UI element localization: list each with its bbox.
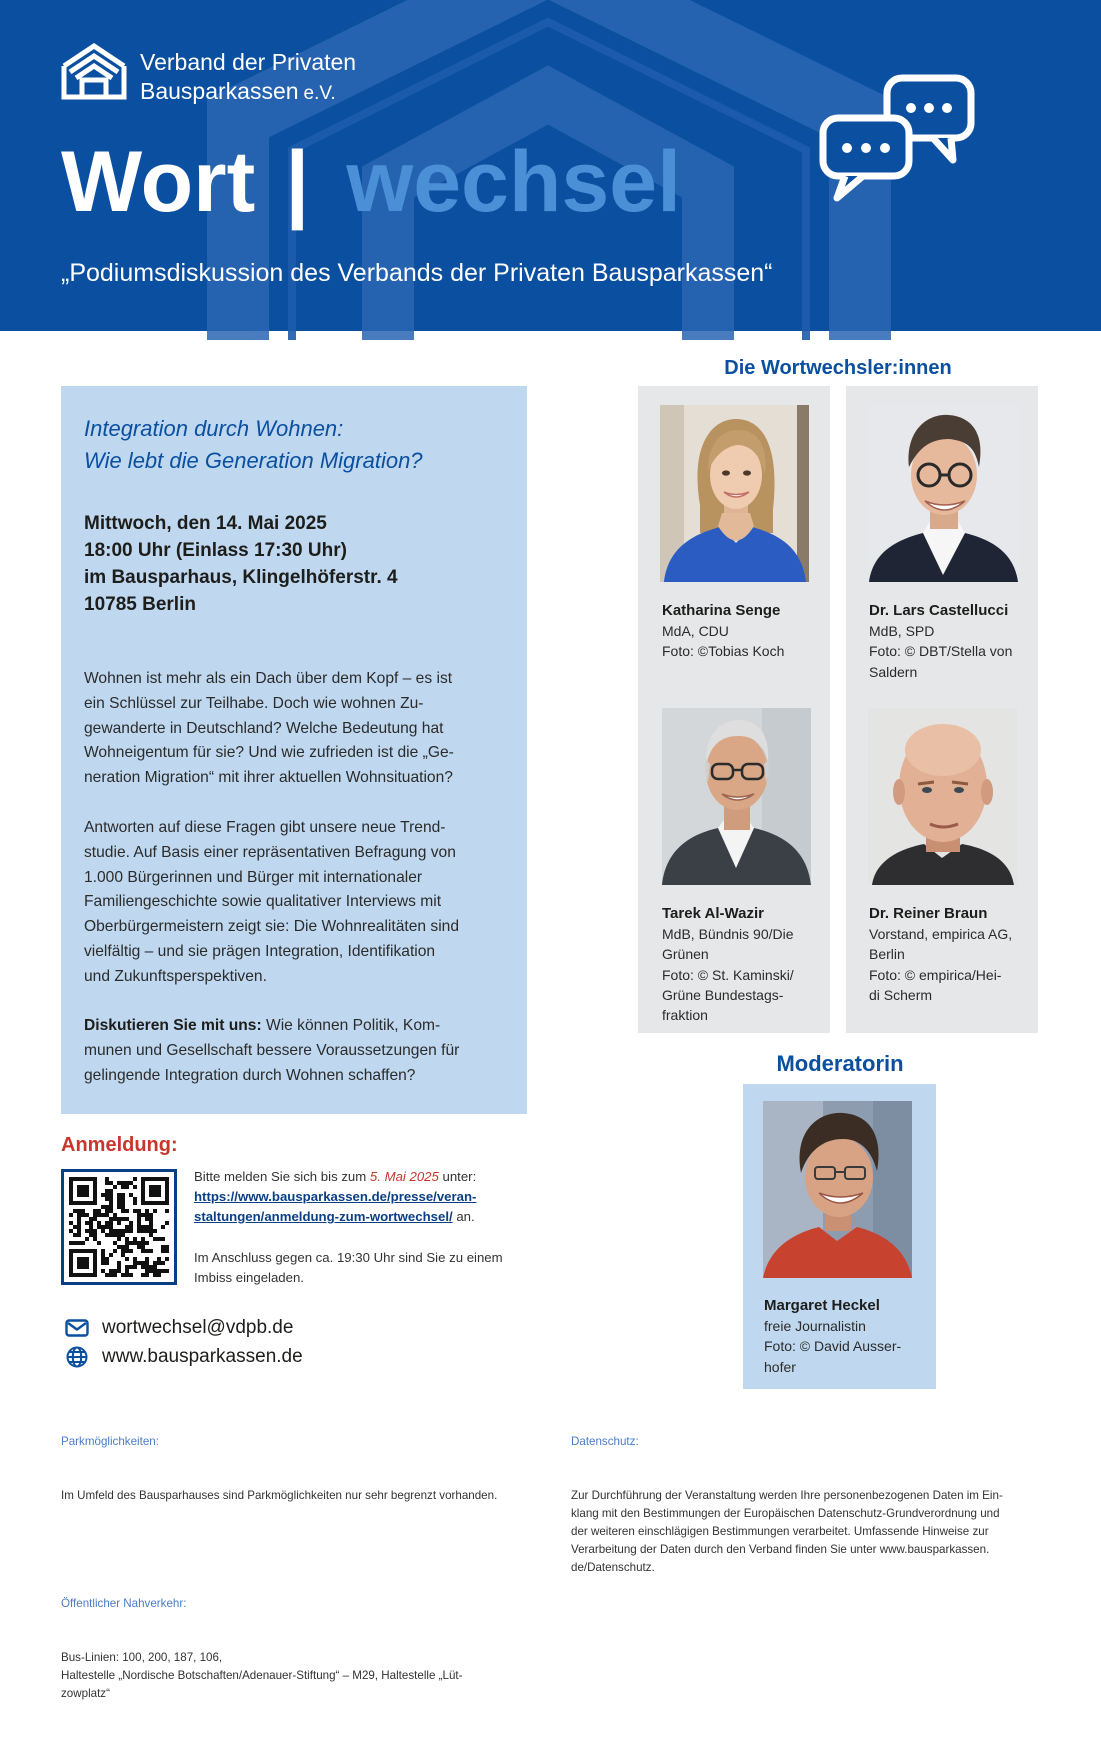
envelope-icon — [64, 1317, 90, 1339]
parking-text: Im Umfeld des Bausparhauses sind Parkmöglichkeiten nur sehr begrenzt vorhanden. — [61, 1489, 498, 1502]
header-banner — [0, 0, 1101, 331]
moderator-heading: Moderatorin — [776, 1051, 904, 1076]
registration-lead-line — [194, 1167, 476, 1187]
speakers-heading: Die Wortwechsler:innen — [724, 357, 952, 379]
description-paragraph: Wohnen ist mehr als ein Dach über dem Kopf – es ist ein Schlüssel zur Teilhabe. Doch wie wohnen Zu- gewanderte in Deutschland? Welche Bedeutung hat Wohneigentum für sie? Und wie zufrieden ist die „Ge- neration Migration“ mit ihrer aktuellen Wohnsituation? — [84, 670, 454, 787]
transit-label: Öffentlicher Nahverkehr: — [61, 1597, 187, 1610]
spacer — [61, 1541, 497, 1559]
registration-lead: Bitte melden Sie sich bis zum — [194, 1169, 370, 1184]
speaker-entry — [869, 904, 1041, 1005]
speaker-column — [638, 386, 830, 1033]
chat-bubbles-icon — [815, 72, 980, 207]
header-subtitle: „Podiumsdiskussion des Verbands der Privaten Bausparkassen“ — [61, 259, 773, 287]
speaker-photo — [869, 405, 1018, 582]
portrait-woman-blonde — [660, 405, 809, 582]
registration-link[interactable]: staltungen/anmeldung-zum-wortwechsel/ — [194, 1209, 453, 1224]
event-time: 18:00 Uhr (Einlass 17:30 Uhr) — [84, 540, 347, 561]
moderator-photo — [763, 1101, 912, 1278]
privacy-text: Zur Durchführung der Veranstaltung werden Ihre personenbezogenen Daten im Ein- klang mit den Bestimmungen der Europäischen Datenschutz-Grundverordnung und der weiteren einschlägigen Bestimmungen verarbeitet. Umfassende Hinweise zur Verarbeitung der Daten durch den Verband finden Sie unter www.bausparkassen. de/Datenschutz. — [571, 1489, 1003, 1574]
registration-lead-end: unter: — [438, 1169, 477, 1184]
registration-deadline: 5. Mai 2025 — [369, 1169, 439, 1184]
event-details — [84, 510, 398, 618]
speaker-name: Tarek Al-Wazir — [662, 905, 764, 922]
event-topic: Integration durch Wohnen: Wie lebt die Generation Migration? — [84, 416, 423, 473]
speaker-info: MdB, SPD Foto: © DBT/Stella von Saldern — [869, 623, 1013, 680]
registration-followup: Im Anschluss gegen ca. 19:30 Uhr sind Sie zu einem Imbiss eingeladen. — [194, 1250, 503, 1285]
brand-name-line2 — [140, 77, 336, 108]
speaker-photo — [660, 405, 809, 582]
speaker-photo — [662, 708, 811, 885]
title-word-right: wechsel — [346, 134, 681, 230]
speaker-photo — [868, 708, 1017, 885]
moderator-entry — [764, 1296, 936, 1377]
portrait-man-gray-hair — [662, 708, 811, 885]
footer-practical-info — [61, 1397, 497, 1739]
brand-name-main: Bausparkassen — [140, 78, 299, 104]
portrait-man-bald — [868, 708, 1017, 885]
moderator-name: Margaret Heckel — [764, 1297, 880, 1314]
description-paragraph: Antworten auf diese Fragen gibt unsere neue Trend- studie. Auf Basis einer repräsentativen Befragung von 1.000 Bürgerinnen und Bürger mit internationaler Familiengeschichte sowie qualitativer Interviews mit Oberbürgermeistern zeigt sie: Die Wohnrealitäten sind vielfältig – und sie prägen Integration, Identifikation und Zukunftsperspektiven. — [84, 819, 460, 985]
house-logo-icon — [60, 42, 128, 100]
registration-link-line — [194, 1187, 476, 1207]
call-to-discuss-lead: Diskutieren Sie mit uns: — [84, 1017, 262, 1034]
event-date: Mittwoch, den 14. Mai 2025 — [84, 513, 327, 534]
contact-website-row[interactable] — [64, 1344, 303, 1370]
title-divider: | — [285, 134, 310, 230]
speaker-entry — [662, 904, 834, 1025]
moderator-card — [743, 1084, 936, 1389]
event-city: 10785 Berlin — [84, 594, 196, 615]
call-to-discuss-paragraph — [84, 1014, 459, 1088]
speaker-name: Katharina Senge — [662, 602, 781, 619]
call-to-discuss-text: Wie können Politik, Kom- munen und Gesellschaft bessere Voraussetzungen für gelingende Integration durch Wohnen schaffen? — [84, 1017, 460, 1084]
event-info-box — [61, 386, 527, 1114]
registration-link-suffix: an. — [452, 1209, 475, 1224]
brand-name-line1: Verband der Privaten — [140, 49, 357, 75]
portrait-man-glasses — [869, 405, 1018, 582]
title-word-left: Wort — [61, 134, 256, 230]
transit-text: Bus-Linien: 100, 200, 187, 106, Haltestelle „Nordische Botschaften/Adenauer-Stiftung“ – M29, Haltestelle „Lüt- zowplatz“ — [61, 1651, 463, 1700]
speaker-info: Vorstand, empirica AG, Berlin Foto: © empirica/Hei- di Scherm — [869, 926, 1013, 1003]
speaker-entry — [869, 601, 1041, 682]
speaker-name: Dr. Reiner Braun — [869, 905, 988, 922]
speaker-name: Dr. Lars Castellucci — [869, 602, 1009, 619]
qr-code-graphic — [61, 1169, 177, 1285]
privacy-label: Datenschutz: — [571, 1435, 639, 1448]
registration-link[interactable]: https://www.bausparkassen.de/presse/veran- — [194, 1189, 477, 1204]
speaker-column — [846, 386, 1038, 1033]
speaker-entry — [662, 601, 834, 662]
registration-link-line — [194, 1207, 476, 1227]
globe-icon — [64, 1346, 90, 1368]
speaker-info: MdA, CDU Foto: ©Tobias Koch — [662, 623, 785, 660]
contact-email-row[interactable] — [64, 1315, 293, 1341]
contact-website[interactable]: www.bausparkassen.de — [102, 1346, 303, 1367]
moderator-info: freie Journalistin Foto: © David Ausser- hofer — [764, 1318, 902, 1375]
footer-privacy — [571, 1397, 1003, 1613]
parking-label: Parkmöglichkeiten: — [61, 1435, 159, 1448]
registration-heading: Anmeldung: — [61, 1134, 178, 1156]
portrait-woman-short-hair — [763, 1101, 912, 1278]
event-series-title — [61, 134, 681, 230]
speaker-info: MdB, Bündnis 90/Die Grünen Foto: © St. Kaminski/ Grüne Bundestags- fraktion — [662, 926, 794, 1024]
registration-qr-code[interactable] — [61, 1169, 177, 1285]
registration-instructions — [194, 1167, 476, 1227]
contact-email[interactable]: wortwechsel@vdpb.de — [102, 1317, 294, 1338]
event-venue: im Bausparhaus, Klingelhöferstr. 4 — [84, 567, 398, 588]
brand-name-suffix: e.V. — [303, 83, 336, 104]
